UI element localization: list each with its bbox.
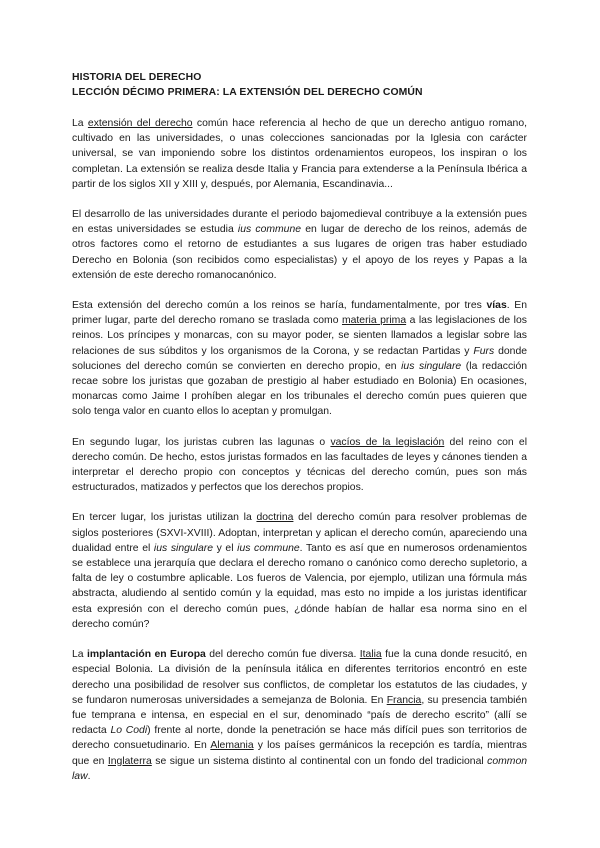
title-block <box>72 70 527 100</box>
underlined-term: Francia <box>386 694 422 706</box>
course-title: HISTORIA DEL DERECHO <box>72 72 202 83</box>
paragraph-2: El desarrollo de las universidades durante el periodo bajomedieval contribuye a la extensión pues en estas universidades se estudia ius commune en lugar de derecho de los reinos, además de otros factores como el retorno de estudiantes a sus lugares de origen tras haber estudiado Derecho en Bolonia (son recibidos como especialistas) y el apoyo de los reyes y Papas a la extensión de este derecho romanocanónico. <box>72 209 527 281</box>
underlined-term: materia prima <box>341 315 407 327</box>
underlined-term: vacíos de la legislación <box>330 436 445 448</box>
italic-term: Furs <box>473 345 495 357</box>
paragraph-5: En tercer lugar, los juristas utilizan la doctrina del derecho común para resolver problemas de siglos posteriores (SXVI-XVIII). Adoptan, interpretan y aplican el derecho común, apareciendo una dualidad entre el ius singulare y el ius commune. Tanto es así que en numerosos ordenamientos se establece una jerarquía que declara el derecho romano o canónico como derecho supletorio, a falta de ley o costumbre aplicable. Los fueros de Valencia, por ejemplo, utilizan una fórmula más abstracta, aludiendo al sentido común y la equidad, mas esto no impide a los juristas identificar esta expresión con el derecho común pues, ¿dónde habían de hallar esa norma sino en el derecho común? <box>72 512 527 630</box>
underlined-term: Alemania <box>210 740 254 752</box>
underlined-term: extensión del derecho <box>87 118 193 129</box>
italic-term: ius commune <box>237 224 302 236</box>
italic-term: ius singulare <box>153 542 213 554</box>
italic-term: common law <box>72 755 528 782</box>
italic-term: Lo Codi <box>110 725 148 737</box>
paragraph-3: Esta extensión del derecho común a los reinos se haría, fundamentalmente, por tres vías. En primer lugar, parte del derecho romano se traslada como materia prima a las legislaciones de los reinos. Los príncipes y monarcas, con su mayor poder, se sienten llamados a legislar sobre las relaciones de sus súbditos y los organismos de la Corona, y se redactan Partidas y Furs donde soluciones del derecho común se convierten en derecho propio, en ius singulare (la redacción recae sobre los juristas que gozaban de prestigio al haber estudiado en Bolonia) En ocasiones, monarcas como Jaime I prohíben alegar en los tribunales el derecho común pues quieren que solo tenga valor en cuanto ellos lo aceptan y promulgan. <box>72 300 528 418</box>
italic-term: ius commune <box>237 542 300 554</box>
paragraph-4: En segundo lugar, los juristas cubren las lagunas o vacíos de la legislación del reino con el derecho común. De hecho, estos juristas formados en las facultades de leyes y cánones tienden a interpretar el derecho propio con conceptos y técnicas del derecho común, pues son más estructurados, matizados y perfectos que los derechos propios. <box>72 436 528 494</box>
document-body <box>72 70 527 799</box>
underlined-term: Inglaterra <box>107 755 152 767</box>
paragraph-1: La extensión del derecho común hace referencia al hecho de que un derecho antiguo romano, cultivado en las universidades, o unas colecciones sancionadas por la Iglesia con carácter universal, se van imponiendo sobre los distintos ordenamientos europeos, los inspiran o los completan. La extensión se realiza desde Italia y Francia para extenderse a la Península Ibérica a partir de los siglos XII y XIII y, después, por Alemania, Escandinavia... <box>72 118 527 190</box>
underlined-term: Italia <box>359 649 382 661</box>
bold-term: vías <box>486 300 507 312</box>
bold-term: implantación en Europa <box>86 649 206 661</box>
paragraph-6: La implantación en Europa del derecho común fue diversa. Italia fue la cuna donde resucitó, en especial Bolonia. La división de la península itálica en diferentes territorios encontró en este derecho una posibilidad de resolver sus conflictos, de completar los estatutos de las ciudades, y se fundaron numerosas universidades a semejanza de Bolonia. En Francia, su presencia también fue temprana e intensa, en especial en el sur, denominado “país de derecho escrito” (allí se redacta Lo Codi) frente al norte, donde la penetración se hace más difícil pues son territorios de derecho consuetudinario. En Alemania y los países germánicos la recepción es tardía, mientras que en Inglaterra se sigue un sistema distinto al continental con un fondo del tradicional common law. <box>72 649 528 782</box>
italic-term: ius singulare <box>401 360 462 372</box>
lesson-title: LECCIÓN DÉCIMO PRIMERA: LA EXTENSIÓN DEL DERECHO COMÚN <box>72 87 423 98</box>
underlined-term: doctrina <box>256 512 294 524</box>
